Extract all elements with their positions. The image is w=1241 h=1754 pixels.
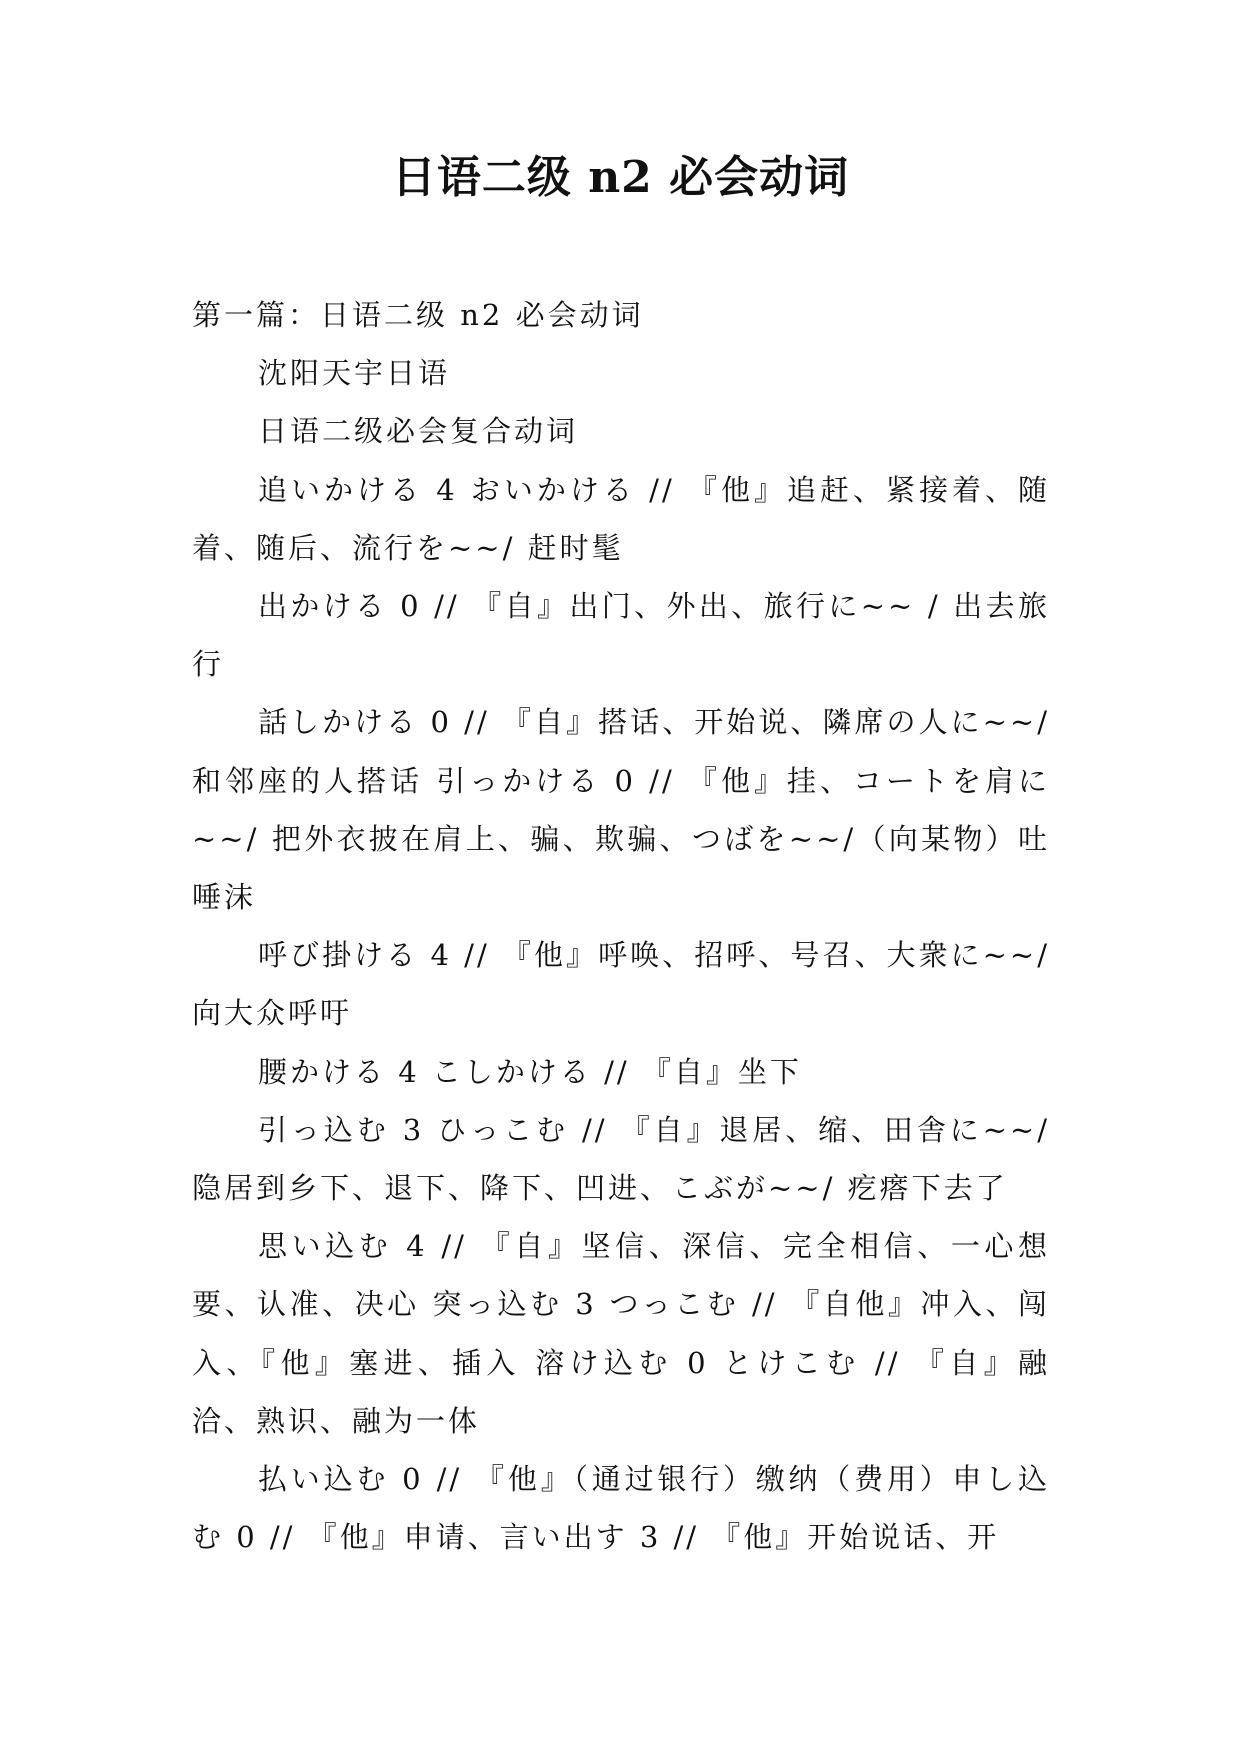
section-heading: 日语二级必会复合动词: [258, 414, 579, 449]
vocab-entry: 呼び掛ける 4 // 『他』呼唤、招呼、号召、大衆に~~/ 向大众呼吁: [192, 938, 1050, 1031]
source-line: 沈阳天宇日语: [258, 356, 451, 391]
vocab-entry: 思い込む 4 // 『自』坚信、深信、完全相信、一心想要、认准、决心 突っ込む 3 つっこむ // 『自他』冲入、闯入、『他』塞进、插入 溶け込む 0 とけこむ // 『自』融洽、熟识、融为一体: [192, 1229, 1050, 1438]
chapter-heading: 第一篇：日语二级 n2 必会动词: [192, 298, 644, 332]
vocab-entry: 話しかける 0 // 『自』搭话、开始说、隣席の人に~~/ 和邻座的人搭话 引っかける 0 // 『他』挂、コートを肩に~~/ 把外衣披在肩上、骗、欺骗、つばを~~/（向某物）吐唾沫: [192, 705, 1050, 915]
vocab-entry: 追いかける 4 おいかける // 『他』追赶、紧接着、随着、随后、流行を~~/ 赶时髦: [192, 472, 1050, 565]
document-body: [192, 286, 1050, 1566]
vocab-entry: 引っ込む 3 ひっこむ // 『自』退居、缩、田舎に~~/ 隐居到乡下、退下、降下、凹进、こぶが~~/ 疙瘩下去了: [192, 1112, 1050, 1206]
document-title: 日语二级 n2 必会动词: [391, 152, 850, 203]
vocab-entry: 払い込む 0 // 『他』（通过银行）缴纳（费用）申し込む 0 // 『他』申请、言い出す 3 // 『他』开始说话、开: [192, 1462, 1050, 1555]
vocab-entry: 出かける 0 // 『自』出门、外出、旅行に~~ / 出去旅行: [192, 589, 1050, 682]
vocab-entry: 腰かける 4 こしかける // 『自』坐下: [258, 1054, 802, 1089]
